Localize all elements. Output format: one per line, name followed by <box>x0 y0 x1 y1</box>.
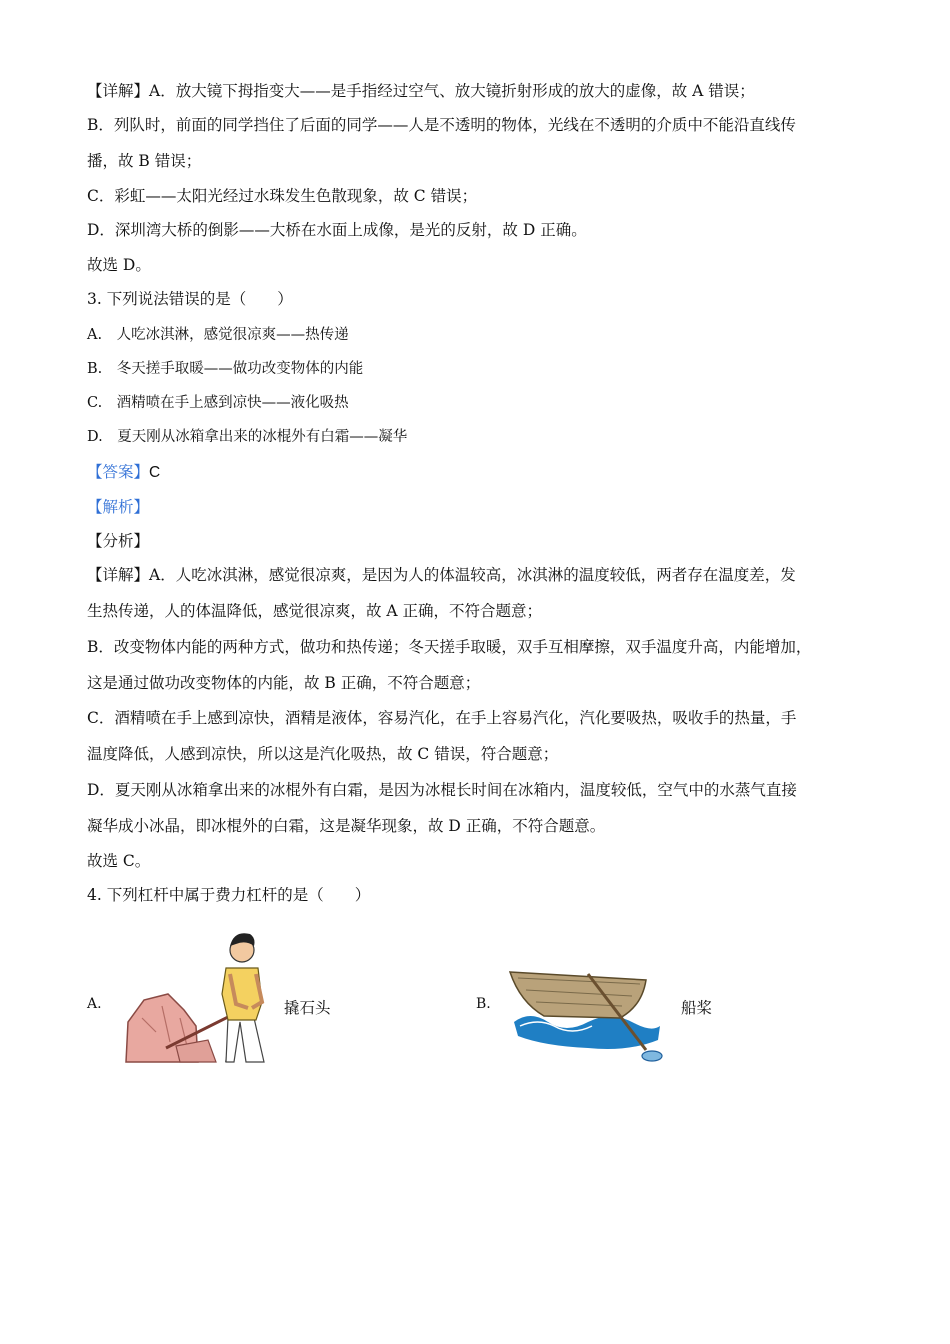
q3-option-b: B. 冬天搓手取暖——做功改变物体的内能 <box>87 361 364 377</box>
q3-option-a: A. 人吃冰淇淋，感觉很凉爽——热传递 <box>87 327 349 343</box>
q4-option-a-label: A. <box>87 996 102 1012</box>
q2-detail-line-3: 播，故 B 错误； <box>87 152 202 170</box>
q3-detail-line-7: D．夏天刚从冰箱拿出来的冰棍外有白霜，是因为冰棍长时间在冰箱内，温度较低，空气中的水蒸气直接 <box>87 781 797 799</box>
prying-rock-illustration <box>122 922 278 1068</box>
q3-stem: 3. 下列说法错误的是（ ） <box>87 290 293 308</box>
q4-option-a-caption: 撬石头 <box>284 999 331 1017</box>
q2-detail-line-1: 【详解】A．放大镜下拇指变大——是手指经过空气、放大镜折射形成的放大的虚像，故 A 错误； <box>87 82 755 100</box>
answer-tag: 【答案】 <box>87 463 150 481</box>
q4-option-b-caption: 船桨 <box>681 999 713 1017</box>
analysis-tag: 【解析】 <box>87 498 150 516</box>
q3-option-d: D. 夏天刚从冰箱拿出来的冰棍外有白霜——凝华 <box>87 429 408 445</box>
q4-option-b-label: B. <box>476 996 491 1012</box>
q3-detail-line-4: 这是通过做功改变物体的内能，故 B 正确，不符合题意； <box>87 674 481 692</box>
q3-answer-row <box>87 461 910 484</box>
q2-detail-line-2: B．列队时，前面的同学挡住了后面的同学——人是不透明的物体，光线在不透明的介质中不能沿直线传 <box>87 116 796 134</box>
q2-detail-line-4: C．彩虹——太阳光经过水珠发生色散现象，故 C 错误； <box>87 187 478 205</box>
q3-detail-line-3: B．改变物体内能的两种方式，做功和热传递；冬天搓手取暖，双手互相摩擦，双手温度升高，内能增加， <box>87 638 812 656</box>
q4-stem: 4. 下列杠杆中属于费力杠杆的是（ ） <box>87 886 371 904</box>
q3-detail-line-1: 【详解】A．人吃冰淇淋，感觉很凉爽，是因为人的体温较高，冰淇淋的温度较低，两者存在温度差，发 <box>87 566 796 584</box>
boat-oar-illustration <box>508 966 668 1066</box>
q3-detail-line-8: 凝华成小冰晶，即冰棍外的白霜，这是凝华现象，故 D 正确，不符合题意。 <box>87 817 606 835</box>
q3-option-c: C. 酒精喷在手上感到凉快——液化吸热 <box>87 395 349 411</box>
fenxi-tag: 【分析】 <box>87 532 150 550</box>
q3-detail-line-6: 温度降低，人感到凉快，所以这是汽化吸热，故 C 错误，符合题意； <box>87 745 559 763</box>
q3-detail-line-2: 生热传递，人的体温降低，感觉很凉爽，故 A 正确，不符合题意； <box>87 602 543 620</box>
q2-conclusion: 故选 D。 <box>87 256 151 274</box>
q3-detail-line-5: C．酒精喷在手上感到凉快，酒精是液体，容易汽化，在手上容易汽化，汽化要吸热，吸收手的热量，手 <box>87 709 797 727</box>
q2-detail-line-5: D．深圳湾大桥的倒影——大桥在水面上成像，是光的反射，故 D 正确。 <box>87 221 587 239</box>
answer-value: C <box>149 464 161 481</box>
q3-conclusion: 故选 C。 <box>87 852 151 870</box>
